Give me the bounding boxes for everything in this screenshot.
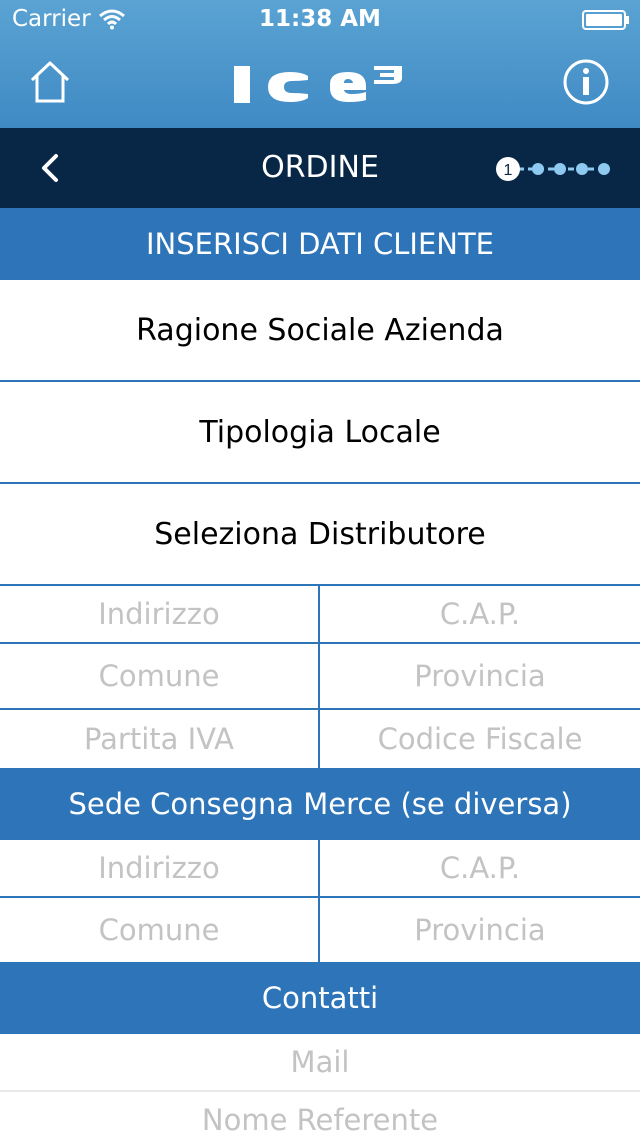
clock: 11:38 AM — [259, 6, 381, 32]
section-header-contatti: Contatti — [0, 962, 640, 1034]
cap-input[interactable]: C.A.P. — [439, 597, 521, 631]
tipologia-locale-field[interactable]: Tipologia Locale — [0, 382, 640, 484]
consegna-indirizzo-input[interactable]: Indirizzo — [0, 840, 320, 896]
nome-referente-input[interactable]: Nome Referente — [0, 1092, 640, 1136]
carrier-label: Carrier — [12, 6, 91, 32]
codice-fiscale-input[interactable]: Codice Fiscale — [377, 722, 583, 756]
comune-input[interactable]: Comune — [0, 644, 320, 708]
home-icon[interactable] — [28, 60, 72, 104]
info-icon[interactable] — [562, 58, 610, 106]
step-progress-indicator — [494, 154, 614, 184]
provincia-input[interactable]: Provincia — [414, 659, 546, 693]
address-row — [0, 586, 640, 644]
page-title: ORDINE — [261, 150, 379, 185]
step-dot-5 — [598, 163, 610, 175]
step-number: 1 — [503, 162, 513, 179]
ragione-sociale-field[interactable]: Ragione Sociale Azienda — [0, 280, 640, 382]
status-bar — [0, 0, 640, 40]
consegna-comune-input[interactable]: Comune — [0, 898, 320, 962]
section-header-cliente: INSERISCI DATI CLIENTE — [0, 208, 640, 280]
consegna-provincia-input[interactable]: Provincia — [414, 913, 546, 947]
app-header — [0, 0, 640, 128]
distributore-select[interactable]: Seleziona Distributore — [0, 484, 640, 586]
partita-iva-input[interactable]: Partita IVA — [0, 710, 320, 768]
city-row — [0, 644, 640, 710]
step-dot-4 — [576, 163, 588, 175]
indirizzo-input[interactable]: Indirizzo — [0, 586, 320, 642]
delivery-city-row — [0, 898, 640, 962]
step-dot-2 — [532, 163, 544, 175]
step-dot-3 — [554, 163, 566, 175]
mail-input[interactable]: Mail — [0, 1034, 640, 1090]
consegna-cap-input[interactable]: C.A.P. — [439, 851, 521, 885]
battery-icon — [582, 10, 630, 30]
delivery-address-row — [0, 840, 640, 898]
section-header-consegna: Sede Consegna Merce (se diversa) — [0, 768, 640, 840]
tax-row — [0, 710, 640, 768]
brand-logo — [232, 62, 408, 106]
